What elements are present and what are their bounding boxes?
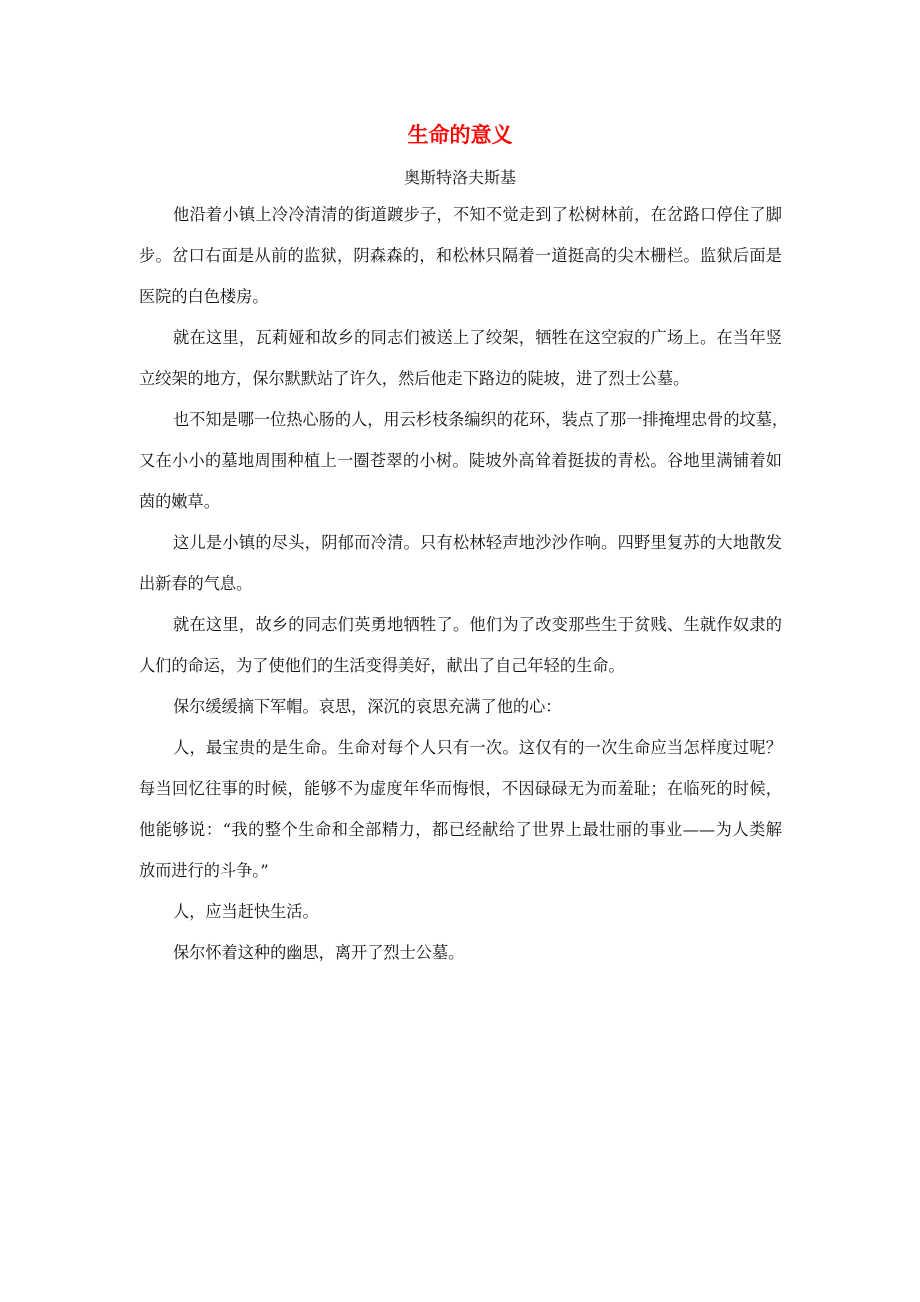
paragraph-line: 又在小小的墓地周围种植上一圈苍翠的小树。陡坡外高耸着挺拔的青松。谷地里满铺着如	[139, 451, 782, 470]
paragraph-line: 这儿是小镇的尽头，阴郁而冷清。只有松林轻声地沙沙作响。四野里复苏的大地散发	[173, 533, 782, 552]
paragraph-line: 放而进行的斗争。”	[139, 861, 269, 880]
paragraph-line: 他能够说：“我的整个生命和全部精力，都已经献给了世界上最壮丽的事业——为人类解	[139, 820, 782, 839]
paragraph	[139, 406, 789, 529]
paragraph-line: 保尔缓缓摘下军帽。哀思，深沉的哀思充满了他的心：	[173, 697, 562, 716]
paragraph	[139, 324, 782, 406]
paragraph	[139, 611, 782, 693]
paragraph-line: 每当回忆往事的时候，能够不为虚度年华而悔恨，不因碌碌无为而羞耻；在临死的时候，	[139, 779, 782, 798]
paragraph	[139, 734, 782, 898]
paragraph-line: 人，最宝贵的是生命。生命对每个人只有一次。这仅有的一次生命应当怎样度过呢？	[173, 738, 782, 757]
paragraph-line: 茵的嫩草。	[139, 492, 220, 511]
paragraph-line: 也不知是哪一位热心肠的人，用云杉枝条编织的花环，装点了那一排掩埋忠骨的坟墓，	[173, 410, 789, 429]
paragraph-line: 人们的命运，为了使他们的生活变得美好，献出了自己年轻的生命。	[139, 656, 625, 675]
paragraph	[139, 693, 782, 734]
document-body	[139, 201, 789, 980]
paragraph	[139, 939, 782, 980]
paragraph	[139, 201, 782, 324]
paragraph-line: 立绞架的地方，保尔默默站了许久，然后他走下路边的陡坡，进了烈士公墓。	[139, 369, 690, 388]
paragraph-line: 人，应当赶快生活。	[173, 902, 319, 921]
paragraph-line: 出新春的气息。	[139, 574, 253, 593]
paragraph-line: 就在这里，瓦莉娅和故乡的同志们被送上了绞架，牺牲在这空寂的广场上。在当年竖	[173, 328, 782, 347]
paragraph-line: 就在这里，故乡的同志们英勇地牺牲了。他们为了改变那些生于贫贱、生就作奴隶的	[173, 615, 782, 634]
paragraph-line: 他沿着小镇上冷冷清清的街道踱步子，不知不觉走到了松树林前，在岔路口停住了脚	[173, 205, 782, 224]
paragraph-line: 医院的白色楼房。	[139, 287, 269, 306]
paragraph	[139, 898, 782, 939]
document-title: 生命的意义	[407, 123, 513, 147]
paragraph	[139, 529, 782, 611]
paragraph-line: 步。岔口右面是从前的监狱，阴森森的，和松林只隔着一道挺高的尖木栅栏。监狱后面是	[139, 246, 782, 265]
document-author: 奥斯特洛夫斯基	[403, 168, 516, 187]
paragraph-line: 保尔怀着这种的幽思，离开了烈士公墓。	[173, 943, 465, 962]
